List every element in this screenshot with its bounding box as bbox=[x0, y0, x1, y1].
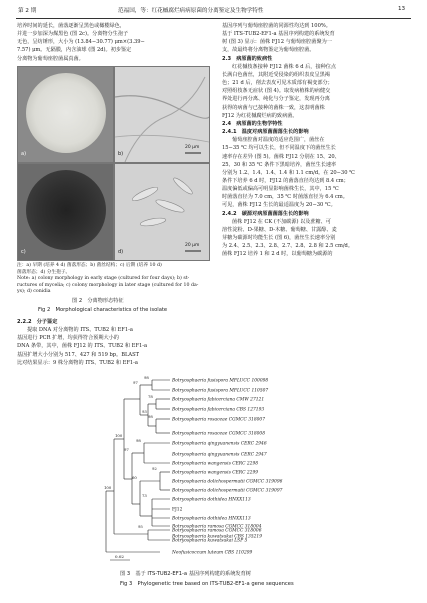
text-line: 并进一步加深为煤黑色 (图 2c)。分离物分生孢子 bbox=[17, 31, 129, 38]
panel-label-a: a) bbox=[21, 151, 27, 157]
panel-label-d: d) bbox=[118, 249, 124, 255]
left-top-text bbox=[17, 22, 207, 63]
text-line: 基因进行 PCR 扩增，均获得符合预期大小的 bbox=[17, 335, 119, 342]
petri-dish-image bbox=[26, 73, 106, 153]
taxon-label: Botryosphaeria wangensis CERC 2299 bbox=[172, 470, 259, 476]
taxon-label: Botryosphaeria wangensis CERC 2298 bbox=[172, 461, 259, 467]
caption-line: ructures of mycelia; c) colony morphology in later stage (cultured for 10 da- bbox=[17, 282, 199, 288]
bootstrap-value: 73 bbox=[142, 493, 147, 498]
caption-line: ys); d) conidia bbox=[17, 289, 51, 295]
text-line: 分别为 1.2、1.4、1.4、1.4 和 1.1 cm/d。在 20−30 ℃ bbox=[222, 169, 355, 176]
taxon-label: FJ12 bbox=[172, 507, 183, 513]
taxon-label: Botryosphaeria fusispora MFLUCC 110507 bbox=[172, 388, 269, 394]
section-heading-2-3: 2.3 病原菌的致病性 bbox=[222, 55, 273, 62]
section-heading-2-4-1: 2.4.1 温度对病原菌菌落生长的影响 bbox=[222, 129, 309, 136]
taxon-label: Botryosphaeria ramosa CGMCC 318004 bbox=[172, 524, 262, 530]
taxon-label: Botryosphaeria dothidea HNXX113 bbox=[172, 516, 251, 522]
taxon-label: Neofusicoccum luteum CBS 110299 bbox=[172, 550, 253, 556]
caption-line: 注：a) 早期 (培养 4 d) 菌落形态；b) 菌丝结构；c) 后期 (培养 10 d) bbox=[17, 263, 162, 268]
figure2-title-cn: 图 2 分离物形态特征 bbox=[72, 298, 124, 304]
figure2-title-en: Fig 2 Morphological characteristics of the isolate bbox=[38, 307, 168, 313]
caption-line: Note: a) colony morphology in early stage (cultured for four days); b) st- bbox=[17, 276, 190, 282]
text-line: 色；21 d 后，削去表皮可见木质部有褐变部分； bbox=[222, 80, 333, 87]
text-line: 速率存在差异 (图 5)。菌株 FJ12 分别在 15、20、 bbox=[222, 153, 340, 160]
taxon-label: Botryosphaeria fabicerciana CBS 127193 bbox=[172, 407, 265, 413]
taxon-label: Botryosphaeria dolichospermatii CGMCC 319097 bbox=[172, 488, 283, 494]
text-line: 支，故最终将分离物鉴定为葡萄座腔菌。 bbox=[222, 47, 315, 54]
taxon-label: Botryosphaeria kuwatsukai LSP 5 bbox=[172, 538, 248, 544]
text-line: 条件下培养 6 d 时，FJ12 的菌落直径均达到 8.4 cm； bbox=[222, 177, 349, 184]
text-line: 对照组枝条无症状 (图 4)。取发病植株的病健交 bbox=[222, 88, 331, 95]
bootstrap-value: 100 bbox=[115, 433, 123, 438]
text-line: 分离物为葡萄座腔菌属真菌。 bbox=[17, 55, 84, 62]
section-heading-2-4: 2.4 病原菌的生物学特性 bbox=[222, 120, 283, 127]
caption-line: 菌落形态；d) 分生孢子。 bbox=[17, 269, 71, 275]
bootstrap-value: 95 bbox=[138, 524, 143, 529]
left-bottom-text bbox=[17, 318, 207, 367]
scale-bar-label: 0.02 bbox=[115, 554, 124, 559]
taxon-label: Botryosphaeria qingyuanensis CERC 2946 bbox=[172, 441, 267, 447]
text-line: 无色，呈纺锤形，大小为 (13.84−30.77) μm×(3.39− bbox=[17, 39, 145, 46]
taxon-label: Botryosphaeria ramosa CGMCC 318006 bbox=[172, 528, 262, 534]
text-line: FJ12 为红花槭腐烂病的致病菌。 bbox=[222, 112, 298, 119]
text-line: DNA 条带，其中，菌株 FJ12 的 ITS、TUB2 和 EF1-a bbox=[17, 343, 148, 350]
phylogenetic-tree bbox=[100, 371, 340, 563]
running-title: 范福国，等：红花槭腐烂病病原菌的分离鉴定及生物学特性 bbox=[118, 8, 264, 14]
panel-label-b: b) bbox=[118, 151, 124, 157]
figure2-note bbox=[17, 263, 209, 296]
figure3-title-en: Fig 3 Phylogenetic tree based on ITS-TUB2-EF1-a gene sequences bbox=[120, 581, 294, 587]
taxon-label: Botryosphaeria kuwatsukai CBS 135219 bbox=[172, 534, 263, 540]
text-line: 培养时间的延长，菌落逐渐呈黑色或橄榄绿色， bbox=[17, 23, 125, 29]
text-line: 菌株 FJ12 在 CK (不加碳源) 以及蔗糖、可 bbox=[232, 218, 331, 225]
text-line: 为 2.4、2.5、2.3、2.8、2.7、2.8、2.8 和 2.5 cm/d。 bbox=[222, 243, 353, 250]
bootstrap-value: 98 bbox=[144, 375, 149, 380]
bootstrap-value: 60 bbox=[132, 475, 137, 480]
text-line: 温度偏低或偏高可明显影响菌株生长，其中，15 ℃ bbox=[222, 186, 339, 193]
bootstrap-value: 98 bbox=[136, 438, 141, 443]
panel-label-c: c) bbox=[21, 249, 26, 255]
text-line: 葡萄座腔菌对温度的适应范围广，菌丝在 bbox=[232, 137, 325, 144]
bootstrap-value: 100 bbox=[104, 485, 112, 490]
text-line: 菌株 FJ12 培养 1 和 2 d 时，以葡萄糖为碳源的 bbox=[222, 251, 333, 258]
bootstrap-value: 97 bbox=[133, 380, 138, 385]
bootstrap-value: 98 bbox=[148, 414, 153, 419]
scale-bar-label-d: 20 μm bbox=[185, 243, 200, 248]
text-line: 获得的病菌与已接种的菌株一致，这表明菌株 bbox=[222, 104, 325, 111]
text-line: 长满白色菌丝，其附近受侵染的组织表皮呈黑褐 bbox=[222, 71, 330, 78]
bootstrap-value: 93 bbox=[142, 409, 147, 414]
text-line: 基因扩增大小分别为 517、427 和 519 bp。BLAST bbox=[17, 351, 140, 358]
petri-dish-image bbox=[26, 170, 106, 250]
text-line: 25、30 和 35 ℃ 条件下黑暗培养，菌丝生长速率 bbox=[222, 161, 337, 168]
text-line: 7.57) μm。无隔膜，内含油球 (图 2d)。初步鉴定 bbox=[17, 47, 132, 54]
taxon-label: Botryosphaeria fusispora MFLUCC 100098 bbox=[172, 378, 269, 384]
photo-panel-c bbox=[17, 163, 114, 261]
text-line: 15−35 ℃ 均可以生长，但不同温度下的菌丝生长 bbox=[222, 145, 336, 152]
text-line: 可见，菌株 FJ12 生长的最适温度为 20−30 ℃。 bbox=[222, 202, 336, 209]
section-heading-2-2-2: 2.2.2 分子鉴定 bbox=[17, 319, 58, 325]
taxon-labels bbox=[171, 379, 283, 556]
right-column-text bbox=[222, 22, 412, 259]
taxon-label: Botryosphaeria fabicerciana CMW 27121 bbox=[172, 397, 265, 403]
photo-panel-a bbox=[17, 66, 114, 163]
bootstrap-value: 97 bbox=[124, 447, 129, 452]
issue-label: 第 2 期 bbox=[18, 8, 37, 14]
text-line: 基于 ITS-TUB2-EF1-a 基因序列构建的系统发育 bbox=[222, 31, 335, 38]
taxon-label: Botryosphaeria dothidea HNXX113 bbox=[172, 497, 251, 503]
taxon-label: Botryosphaeria dolichospermatii CGMCC 319096 bbox=[172, 479, 283, 485]
text-line: 溶性淀粉、D-果糖、D-木糖、葡萄糖、甘露醇、麦 bbox=[222, 226, 337, 233]
text-line: 界处进行再分离、纯化与分子鉴定，发现再分离 bbox=[222, 96, 330, 103]
scale-bar-label-b: 20 μm bbox=[185, 145, 200, 150]
tree-branches bbox=[106, 380, 170, 560]
taxon-label: Botryosphaeria rosaceae CGMCC 318008 bbox=[172, 431, 266, 437]
section-heading-2-4-2: 2.4.2 碳源对病原菌菌落生长的影响 bbox=[222, 210, 309, 217]
bootstrap-values bbox=[104, 375, 157, 529]
taxon-label: Botryosphaeria rosaceae CGMCC 318007 bbox=[172, 417, 266, 423]
bootstrap-value: 78 bbox=[148, 394, 153, 399]
taxon-label: Botryosphaeria qingyuanensis CERC 2947 bbox=[172, 452, 267, 458]
text-line: 芽糖为碳源时均能生长 (图 6)，菌丝生长速率分别 bbox=[222, 235, 336, 242]
text-line: 基因序列与葡萄座腔菌的同源性均达到 100%。 bbox=[222, 23, 331, 29]
photo-panel-d bbox=[114, 163, 210, 261]
page-number: 13 bbox=[398, 6, 406, 12]
header-rule bbox=[16, 18, 411, 19]
text-line: 比对结果显示：9 株分离物的 ITS、TUB2 和 EF1-a bbox=[17, 359, 138, 366]
figure3-title-cn: 图 3 基于 ITS-TUB2-EF1-a 基因序列构建的系统发育树 bbox=[120, 571, 251, 577]
text-line: 红花槭枝条接种 FJ12 菌株 6 d 后，接种位点 bbox=[232, 63, 337, 70]
photo-panel-b bbox=[114, 66, 210, 163]
text-line: 时菌落直径为 7.0 cm，35 ℃ 时菌落直径为 6.4 cm。 bbox=[222, 194, 348, 201]
bootstrap-value: 92 bbox=[152, 466, 157, 471]
text-line: 树 (图 3) 显示：菌株 FJ12 与葡萄座腔菌聚为一 bbox=[222, 39, 332, 46]
text-line: 提取 DNA 对分离物的 ITS、TUB2 和 EF1-a bbox=[27, 327, 133, 334]
